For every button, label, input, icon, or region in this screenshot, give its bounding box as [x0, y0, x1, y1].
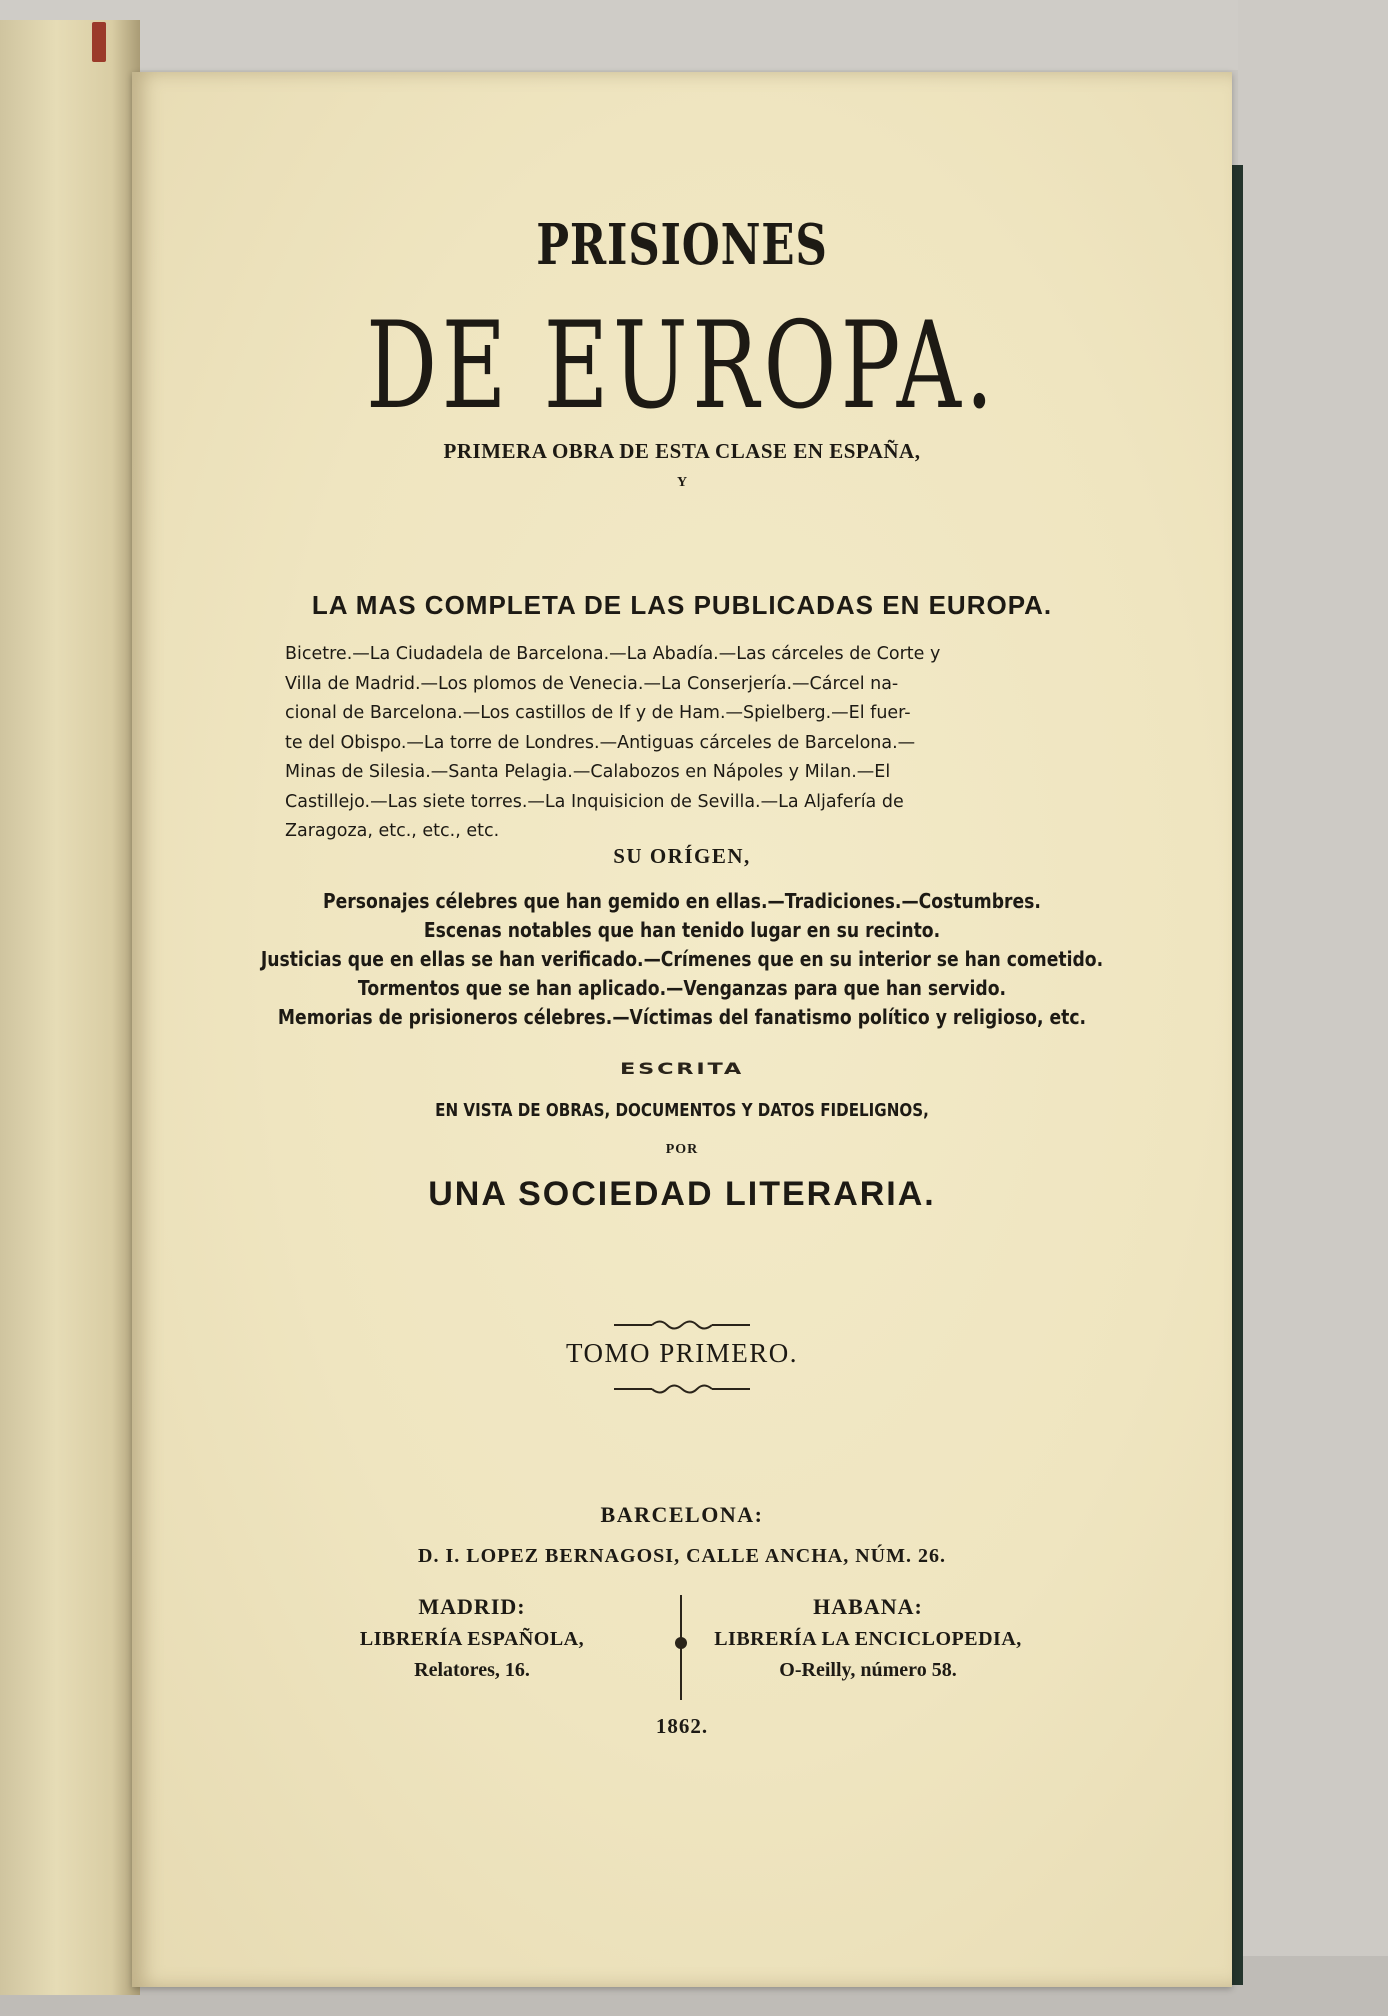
author: UNA SOCIEDAD LITERARIA.: [428, 1175, 936, 1213]
facing-left-page: [0, 20, 140, 1995]
topic-line: Personajes célebres que han gemido en ellas.—Tradiciones.—Costumbres.: [323, 889, 1041, 913]
madrid-city: MADRID:: [418, 1594, 526, 1619]
prisons-line: Bicetre.—La Ciudadela de Barcelona.—La Abadía.—Las cárceles de Corte y: [285, 644, 941, 664]
madrid-store: LIBRERÍA ESPAÑOLA,: [359, 1628, 585, 1650]
imprint-publisher: D. I. LOPEZ BERNAGOSI, CALLE ANCHA, NÚM. 26.: [418, 1545, 946, 1567]
volume-label: TOMO PRIMERO.: [565, 1338, 799, 1368]
prisons-line: te del Obispo.—La torre de Londres.—Antiguas cárceles de Barcelona.—: [285, 732, 916, 753]
sources-line: EN VISTA DE OBRAS, DOCUMENTOS Y DATOS FIDELIGNOS,: [435, 1100, 929, 1121]
subtitle-line-2: LA MAS COMPLETA DE LAS PUBLICADAS EN EUROPA.: [311, 590, 1053, 620]
prisons-line: Castillejo.—Las siete torres.—La Inquisicion de Sevilla.—La Aljafería de: [285, 791, 904, 812]
imprint-madrid: [302, 1594, 642, 1682]
background-top: [0, 0, 1388, 70]
title-line-1: PRISIONES: [536, 212, 828, 278]
prisons-list: [285, 640, 1080, 847]
habana-address: O-Reilly, número 58.: [779, 1659, 957, 1681]
subtitle-line-1: PRIMERA OBRA DE ESTA CLASE EN ESPAÑA,: [443, 439, 921, 463]
cover-edge: [92, 22, 106, 62]
subtitle-conjunction: Y: [676, 475, 688, 490]
topic-line: Justicias que en ellas se han verificado.—Crímenes que en su interior se han cometido.: [260, 947, 1104, 971]
topic-line: Memorias de prisioneros célebres.—Víctimas del fanatismo político y religioso, etc.: [277, 1005, 1087, 1029]
prisons-line: cional de Barcelona.—Los castillos de If y de Ham.—Spielberg.—El fuer-: [285, 703, 911, 723]
habana-city: HABANA:: [813, 1594, 923, 1619]
imprint-habana: [698, 1594, 1038, 1682]
imprint-year: 1862.: [655, 1714, 709, 1738]
prisons-line: Zaragoza, etc., etc., etc.: [285, 821, 500, 841]
imprint-divider-ornament: [675, 1637, 687, 1649]
background-right: [1238, 0, 1388, 2016]
habana-store: LIBRERÍA LA ENCICLOPEDIA,: [714, 1628, 1022, 1650]
ornament-top: [612, 1318, 752, 1332]
ornament-bottom: [612, 1382, 752, 1396]
prisons-line: Minas de Silesia.—Santa Pelagia.—Calabozos en Nápoles y Milan.—El: [285, 762, 891, 782]
origin-heading: SU ORÍGEN,: [613, 844, 751, 868]
imprint-city: BARCELONA:: [600, 1502, 764, 1527]
topic-line: Escenas notables que han tenido lugar en su recinto.: [423, 918, 941, 942]
title-page: [132, 72, 1232, 1987]
topic-line: Tormentos que se han aplicado.—Venganzas para que han servido.: [357, 976, 1007, 1000]
madrid-address: Relatores, 16.: [414, 1659, 530, 1681]
written-label: ESCRITA: [620, 1059, 744, 1078]
title-line-2: DE EUROPA.: [366, 297, 998, 436]
by-label: POR: [665, 1142, 699, 1157]
topics-list: [209, 887, 1155, 1032]
prisons-line: Villa de Madrid.—Los plomos de Venecia.—La Conserjería.—Cárcel na-: [285, 673, 899, 694]
